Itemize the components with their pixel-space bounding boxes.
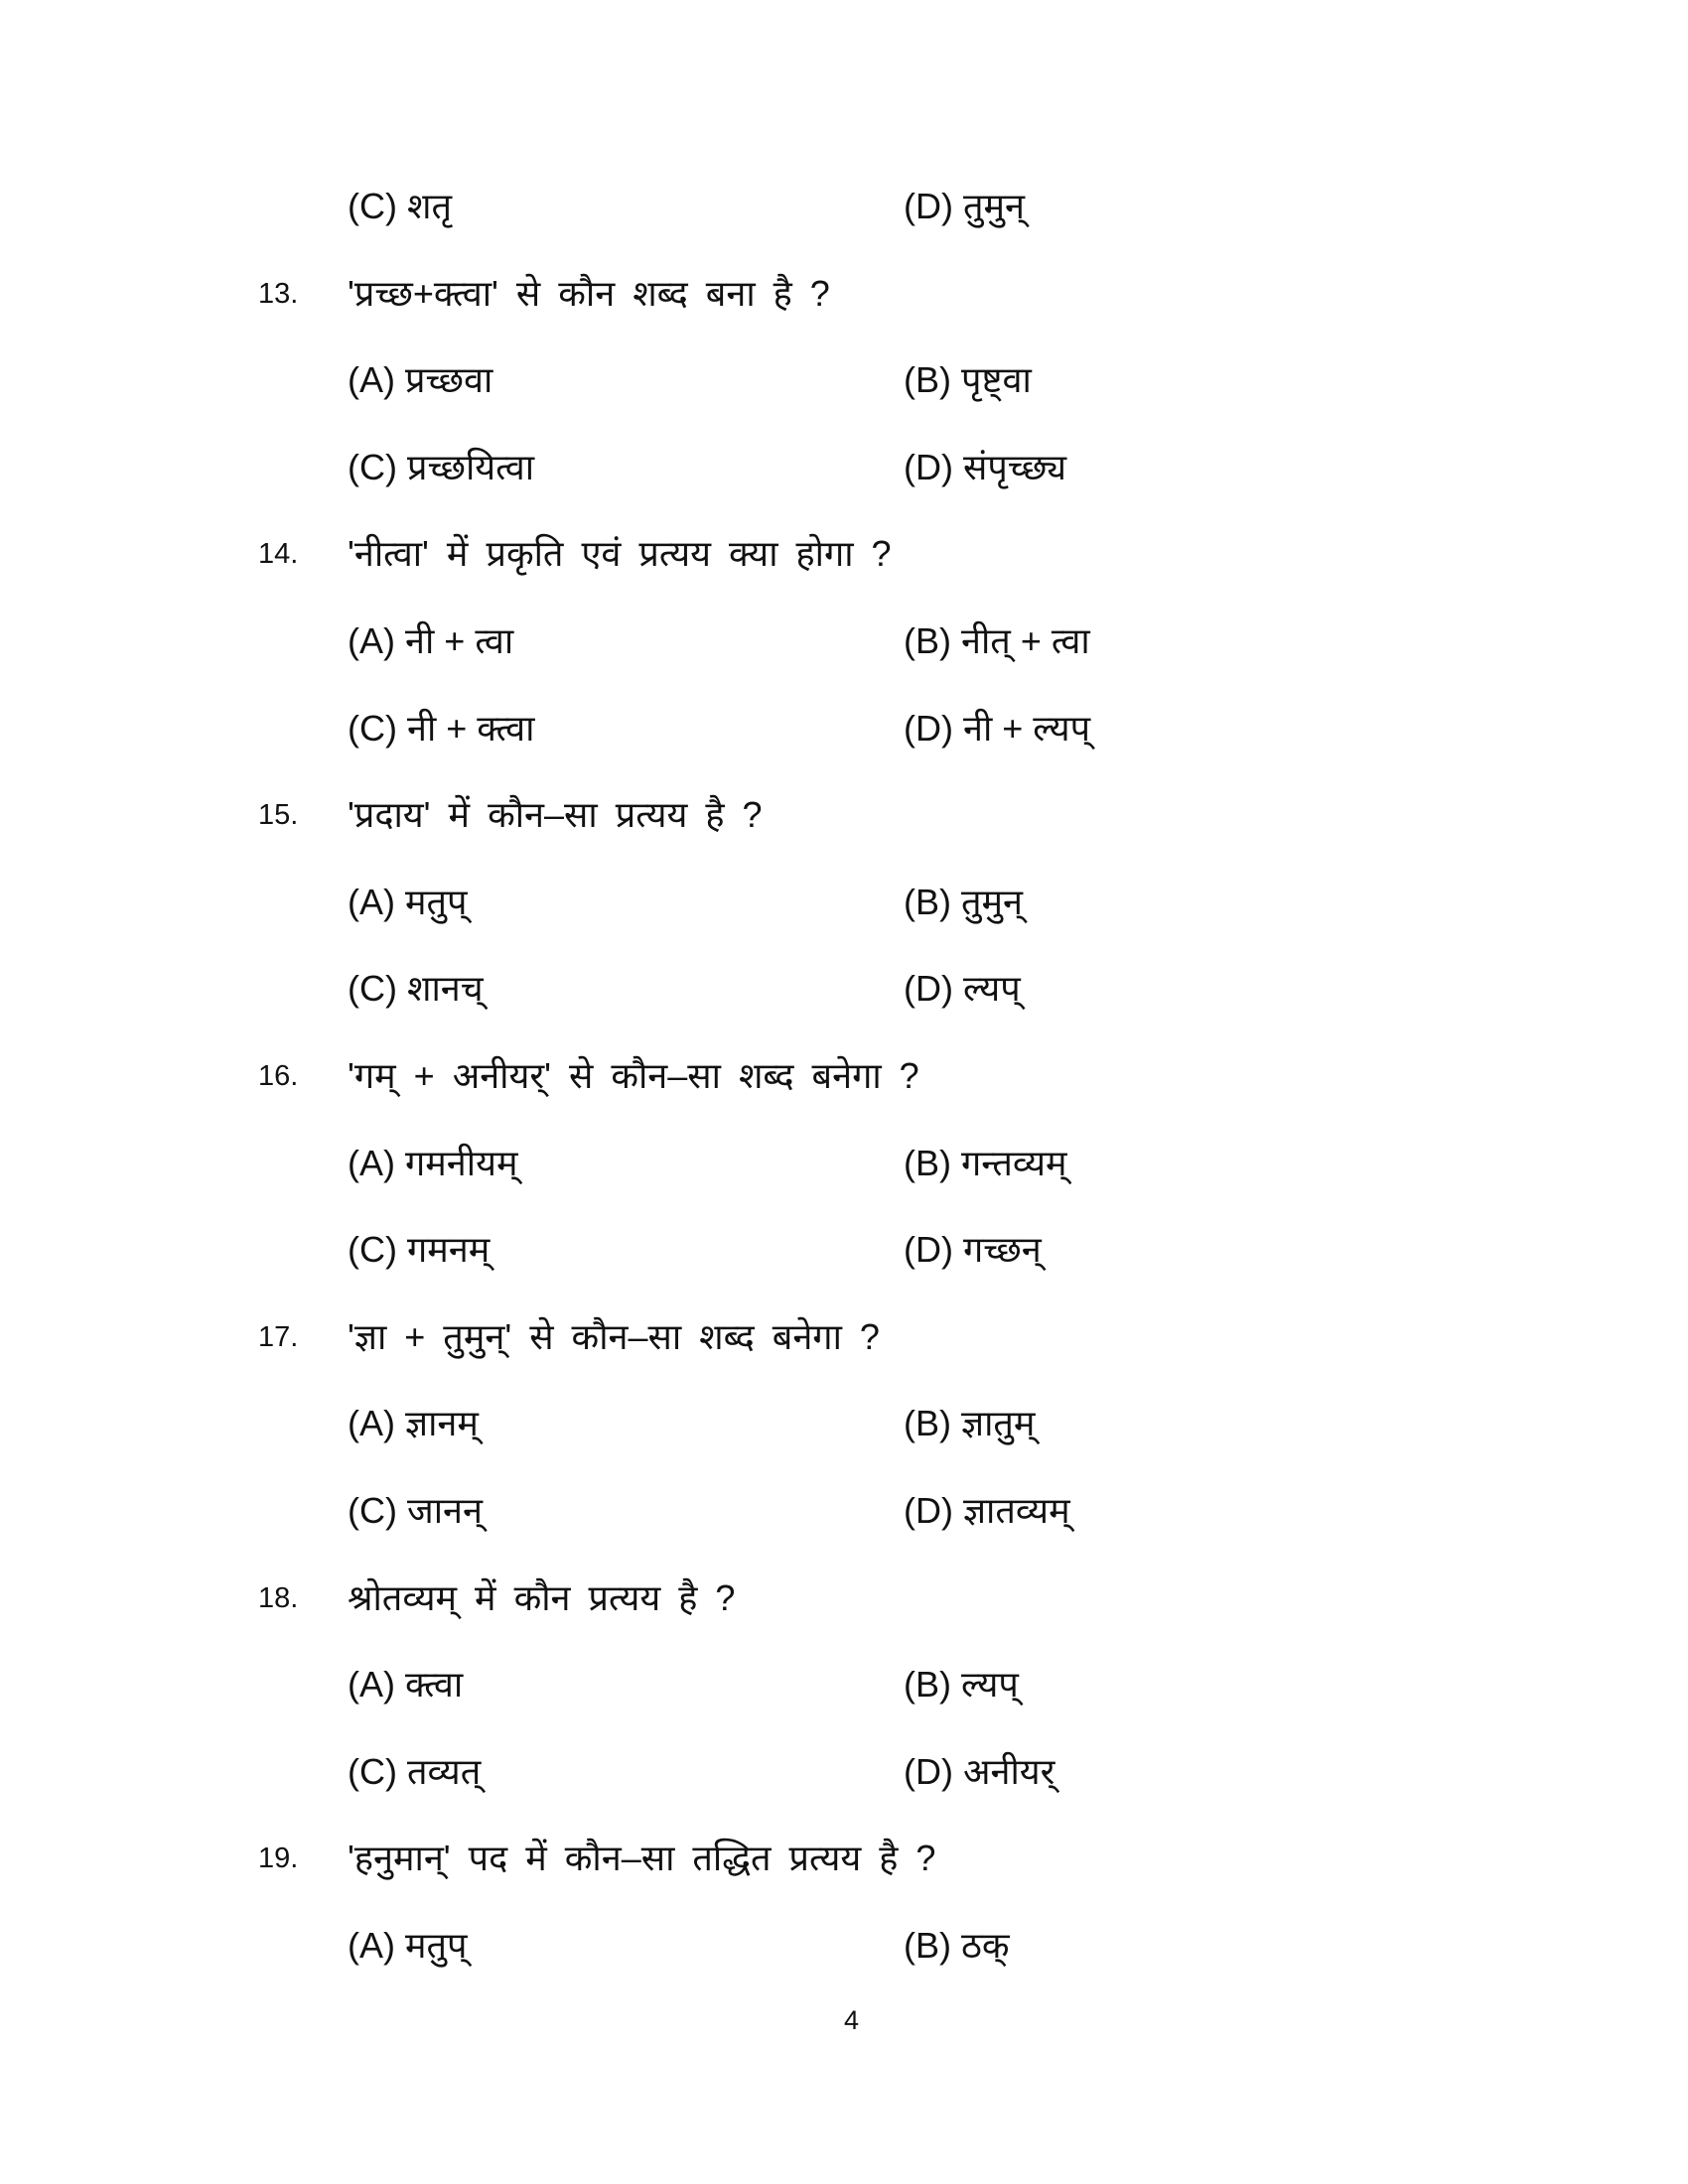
- option: (C) प्रच्छयित्वा: [348, 446, 535, 487]
- option: (B) ज्ञातुम्: [904, 1403, 1036, 1444]
- option: (B) गन्तव्यम्: [904, 1142, 1067, 1183]
- option: (B) ल्यप्: [904, 1664, 1019, 1706]
- option: (C) नी + क्त्वा: [348, 707, 535, 749]
- question-text: श्रोतव्यम् में कौन प्रत्यय है ?: [348, 1576, 736, 1618]
- question: [0, 790, 1688, 840]
- options-row: [0, 1139, 1688, 1188]
- option: (A) नी + त्वा: [348, 620, 514, 661]
- question-text: 'गम् + अनीयर्' से कौन–सा शब्द बनेगा ?: [348, 1055, 919, 1096]
- options-row: [0, 878, 1688, 927]
- question-text: 'प्रच्छ+क्त्वा' से कौन शब्द बना है ?: [348, 272, 830, 314]
- question-number: 17.: [258, 1320, 299, 1353]
- question-number: 19.: [258, 1843, 299, 1875]
- options-row: [0, 355, 1688, 405]
- option: (B) नीत् + त्वा: [904, 620, 1090, 661]
- question: [0, 1312, 1688, 1362]
- question-number: 13.: [258, 277, 299, 310]
- option: (D) तुमुन्: [904, 186, 1026, 226]
- option: (A) गमनीयम्: [348, 1142, 518, 1183]
- question-number: 16.: [258, 1060, 299, 1092]
- options-row: [0, 704, 1688, 753]
- page-number: 4: [844, 2005, 860, 2035]
- option: (D) गच्छन्: [904, 1229, 1042, 1271]
- option: (D) अनीयर्: [904, 1750, 1055, 1792]
- options-row: [0, 1399, 1688, 1448]
- options-row: [0, 964, 1688, 1014]
- option: (B) ठक्: [904, 1925, 1010, 1966]
- option: (A) मतुप्: [348, 1925, 468, 1966]
- question-text: 'हनुमान्' पद में कौन–सा तद्धित प्रत्यय है ?: [348, 1838, 936, 1879]
- options-row: [0, 1747, 1688, 1797]
- option: (D) ज्ञातव्यम्: [904, 1490, 1070, 1531]
- question-number: 14.: [258, 538, 299, 571]
- question: [0, 1573, 1688, 1623]
- question-text: 'ज्ञा + तुमुन्' से कौन–सा शब्द बनेगा ?: [348, 1315, 880, 1357]
- option: (A) क्त्वा: [348, 1664, 464, 1706]
- option: (C) जानन्: [348, 1490, 483, 1531]
- option: (D) संपृच्छ्य: [904, 446, 1067, 487]
- option: (C) शतृ: [348, 186, 452, 226]
- question: [0, 529, 1688, 579]
- question-number: 15.: [258, 799, 299, 832]
- options-row: [0, 1660, 1688, 1709]
- question: [0, 1051, 1688, 1101]
- option: (C) शानच्: [348, 968, 484, 1010]
- option: (A) ज्ञानम्: [348, 1403, 479, 1444]
- option: (A) प्रच्छवा: [348, 359, 493, 401]
- option: (B) पृष्ट्वा: [904, 359, 1032, 401]
- question: [0, 269, 1688, 319]
- question-text: 'प्रदाय' में कौन–सा प्रत्यय है ?: [348, 794, 763, 836]
- option: (A) मतुप्: [348, 881, 468, 922]
- option: (C) गमनम्: [348, 1229, 491, 1271]
- options-row: [0, 443, 1688, 492]
- options-row: [0, 1921, 1688, 1971]
- question: [0, 1834, 1688, 1883]
- option: (D) ल्यप्: [904, 968, 1021, 1010]
- options-row: [0, 1486, 1688, 1536]
- option: (B) तुमुन्: [904, 881, 1024, 922]
- options-row: [0, 616, 1688, 666]
- question-text: 'नीत्वा' में प्रकृति एवं प्रत्यय क्या होगा ?: [348, 533, 892, 575]
- options-row: [0, 1225, 1688, 1275]
- question-number: 18.: [258, 1581, 299, 1614]
- options-row: [0, 182, 1688, 231]
- option: (C) तव्यत्: [348, 1750, 482, 1792]
- option: (D) नी + ल्यप्: [904, 707, 1091, 749]
